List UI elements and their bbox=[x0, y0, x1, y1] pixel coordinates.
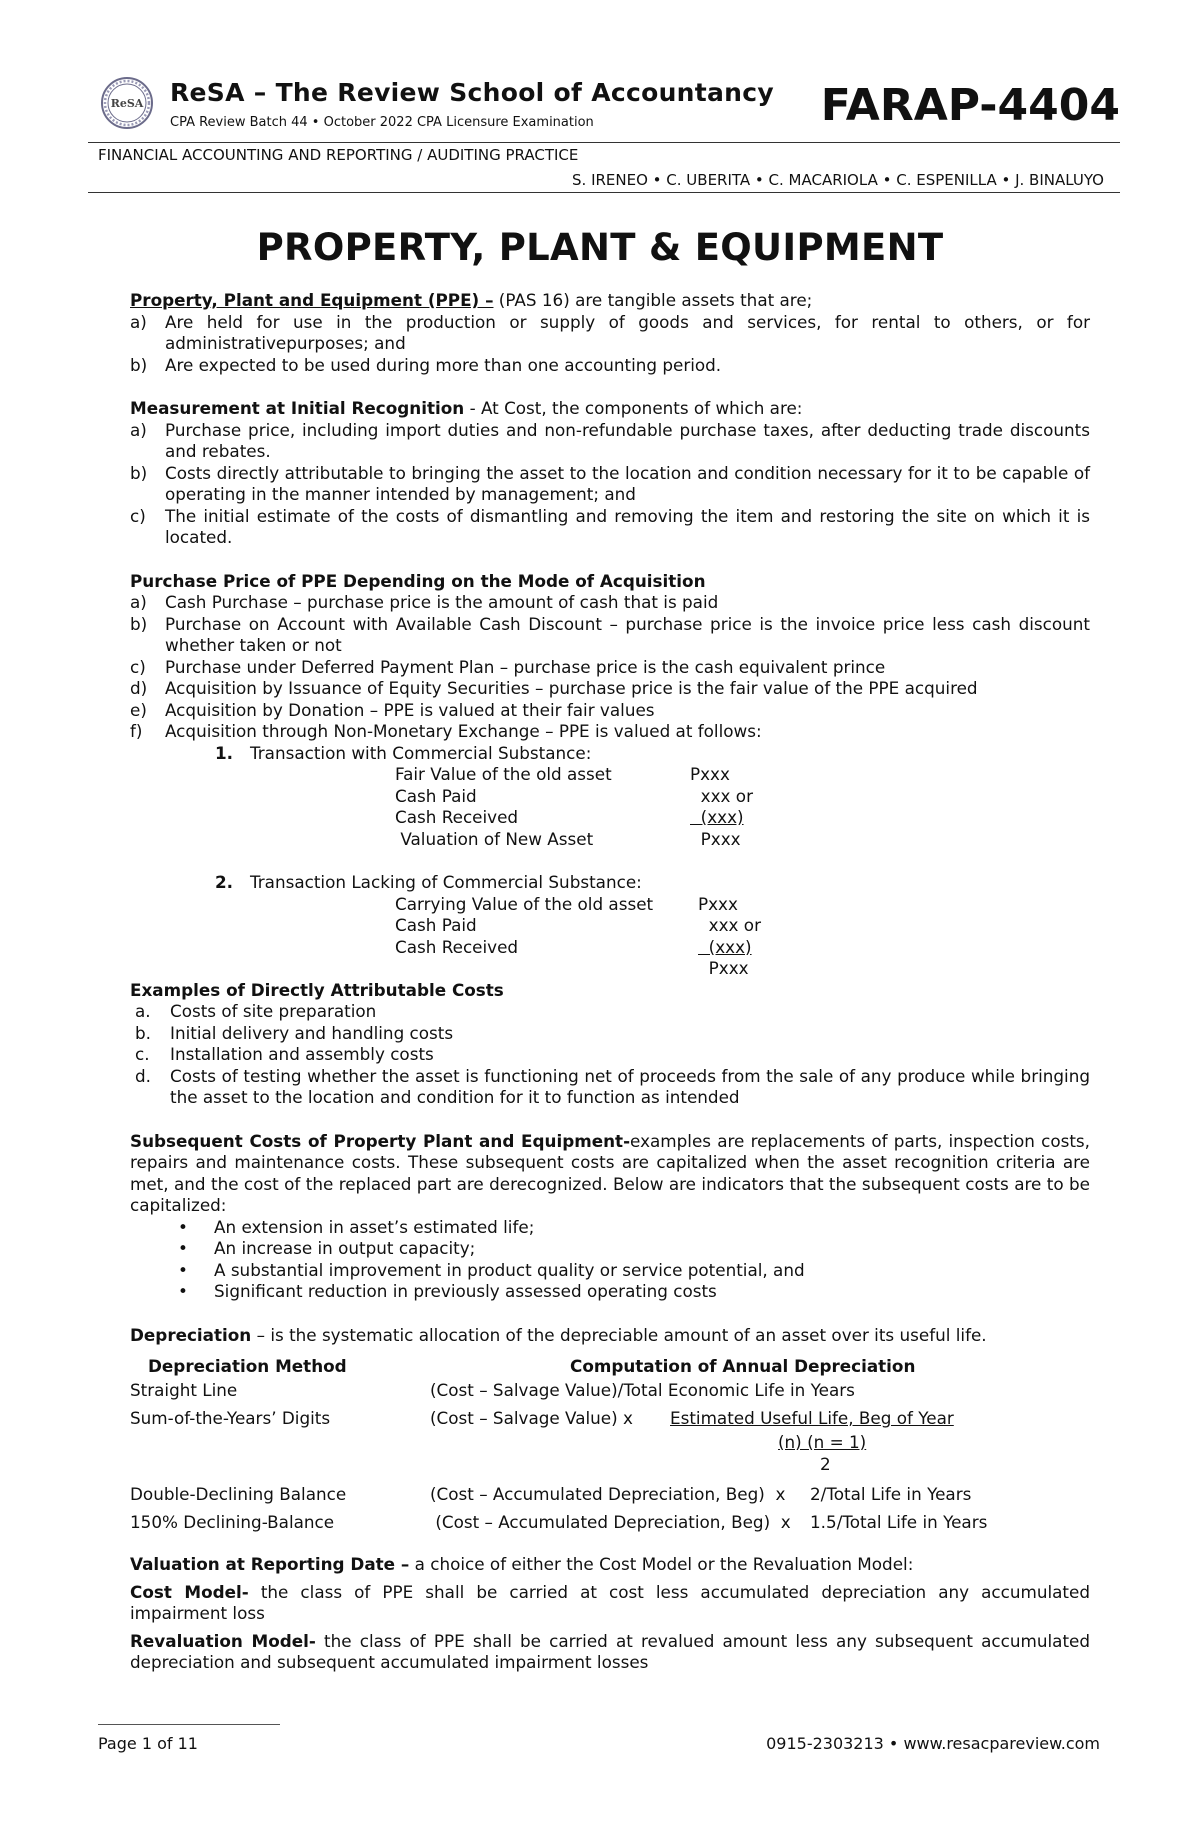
list-item: c) The initial estimate of the costs of dismantling and removing the item and restoring the site on which it is located. bbox=[130, 505, 1090, 547]
valuation-term: Valuation at Reporting Date – bbox=[130, 1554, 410, 1574]
calc-row: Valuation of New Asset Pxxx bbox=[395, 828, 741, 849]
list-item: a. Costs of site preparation bbox=[135, 1001, 377, 1021]
school-name: ReSA – The Review School of Accountancy bbox=[170, 78, 774, 107]
col-computation: Computation of Annual Depreciation bbox=[570, 1356, 916, 1376]
ppe-def: (PAS 16) are tangible assets that are; bbox=[493, 290, 813, 310]
list-item: a) Purchase price, including import duties and non-refundable purchase taxes, after deducting trade discounts and rebates. bbox=[130, 419, 1090, 461]
resa-logo-icon bbox=[100, 76, 154, 130]
depreciation-row: Double-Declining Balance (Cost – Accumulated Depreciation, Beg) x 2/Total Life in Years bbox=[130, 1484, 972, 1504]
cost-model: Cost Model- the class of PPE shall be carried at cost less accumulated depreciation any accumulated impairment loss bbox=[130, 1581, 1090, 1623]
bullet-item: • Significant reduction in previously assessed operating costs bbox=[130, 1281, 1090, 1303]
subsequent-term: Subsequent Costs of Property Plant and Equipment- bbox=[130, 1130, 631, 1151]
list-item: d) Acquisition by Issuance of Equity Securities – purchase price is the fair value of the PPE acquired bbox=[130, 678, 978, 698]
list-item: b) Are expected to be used during more than one accounting period. bbox=[130, 354, 722, 375]
page-number: Page 1 of 11 bbox=[98, 1734, 198, 1753]
calc-row: Pxxx bbox=[698, 958, 749, 978]
header-rule-2 bbox=[88, 192, 1120, 193]
list-item: a) Cash Purchase – purchase price is the amount of cash that is paid bbox=[130, 592, 719, 612]
purchase-heading: Purchase Price of PPE Depending on the Mode of Acquisition bbox=[130, 570, 706, 591]
bullet-item: • A substantial improvement in product quality or service potential, and bbox=[130, 1260, 1090, 1282]
ppe-term: Property, Plant and Equipment (PPE) – bbox=[130, 290, 494, 310]
list-item: a) Are held for use in the production or supply of goods and services, for rental to others, or for administrativepurposes; and bbox=[130, 311, 1090, 353]
calc-row: Fair Value of the old asset Pxxx bbox=[395, 764, 730, 784]
depreciation-row: 150% Declining-Balance (Cost – Accumulated Depreciation, Beg) x 1.5/Total Life in Years bbox=[130, 1512, 988, 1532]
subsequent-costs: Subsequent Costs of Property Plant and Equipment-examples are replacements of parts, inspection costs, repairs and maintenance costs. These subsequent costs are capitalized when the asset recognition criteria are met, and the cost of the replaced part are derecognized. Below are indicators that the subsequent costs are to be capitalized: bbox=[130, 1130, 1090, 1215]
list-item: c) Purchase under Deferred Payment Plan – purchase price is the cash equivalent prince bbox=[130, 656, 886, 677]
examples-heading: Examples of Directly Attributable Costs bbox=[130, 979, 504, 1000]
depreciation-term: Depreciation bbox=[130, 1324, 252, 1345]
list-item: b) Costs directly attributable to bringing the asset to the location and condition necessary for it to be capable of operating in the manner intended by management; and bbox=[130, 462, 1090, 504]
list-item: d. Costs of testing whether the asset is functioning net of proceeds from the sale of any produce while bringing the asset to the location and condition for it to function as intended bbox=[135, 1065, 1090, 1107]
subject-line: FINANCIAL ACCOUNTING AND REPORTING / AUDITING PRACTICE bbox=[98, 146, 579, 164]
logo-text: ReSA bbox=[110, 97, 144, 110]
list-item: e) Acquisition by Donation – PPE is valued at their fair values bbox=[130, 699, 655, 720]
bullet-item: • An extension in asset’s estimated life; bbox=[130, 1217, 1090, 1239]
calc-row: Cash Paid xxx or bbox=[395, 915, 761, 935]
footer-contact: 0915-2303213 • www.resacpareview.com bbox=[766, 1734, 1100, 1753]
calc-row: Cash Received (xxx) bbox=[395, 936, 752, 957]
depreciation-table-header bbox=[130, 1356, 1090, 1380]
transaction-lacking: 2. Transaction Lacking of Commercial Substance: bbox=[215, 872, 642, 892]
initial-recognition: Measurement at Initial Recognition - At Cost, the components of which are: bbox=[130, 398, 803, 418]
col-method: Depreciation Method bbox=[148, 1356, 347, 1376]
calc-row: Cash Paid xxx or bbox=[395, 785, 753, 806]
depreciation-definition: Depreciation – is the systematic allocation of the depreciable amount of an asset over its useful life. bbox=[130, 1324, 987, 1345]
list-item: c. Installation and assembly costs bbox=[135, 1044, 434, 1064]
syd-fraction: (n) (n = 1) 2 bbox=[778, 1432, 867, 1474]
transaction-commercial: 1. Transaction with Commercial Substance: bbox=[215, 742, 592, 763]
bullet-item: • An increase in output capacity; bbox=[130, 1238, 1090, 1260]
depreciation-row: Sum-of-the-Years’ Digits (Cost – Salvage Value) x Estimated Useful Life, Beg of Year bbox=[130, 1408, 954, 1428]
valuation-definition: Valuation at Reporting Date – a choice of either the Cost Model or the Revaluation Model: bbox=[130, 1554, 914, 1574]
list-item: b. Initial delivery and handling costs bbox=[135, 1022, 454, 1043]
depreciation-row: Straight Line (Cost – Salvage Value)/Total Economic Life in Years bbox=[130, 1380, 855, 1400]
list-item: f) Acquisition through Non-Monetary Exchange – PPE is valued at follows: bbox=[130, 721, 762, 741]
page-header bbox=[90, 72, 1120, 142]
footer-rule bbox=[98, 1724, 280, 1725]
batch-info: CPA Review Batch 44 • October 2022 CPA Licensure Examination bbox=[170, 115, 594, 130]
page-title: PROPERTY, PLANT & EQUIPMENT bbox=[256, 226, 944, 269]
calc-row: Carrying Value of the old asset Pxxx bbox=[395, 893, 738, 914]
document-body bbox=[130, 290, 1090, 1674]
initial-term: Measurement at Initial Recognition bbox=[130, 398, 465, 418]
list-item: b) Purchase on Account with Available Cash Discount – purchase price is the invoice price less cash discount whether taken or not bbox=[130, 613, 1090, 655]
ppe-definition bbox=[130, 290, 1090, 312]
authors-line: S. IRENEO • C. UBERITA • C. MACARIOLA • C. ESPENILLA • J. BINALUYO bbox=[572, 171, 1104, 189]
calc-row: Cash Received (xxx) bbox=[395, 807, 744, 827]
document-code: FARAP-4404 bbox=[820, 80, 1120, 131]
revaluation-model: Revaluation Model- the class of PPE shall be carried at revalued amount less any subsequent accumulated depreciation and subsequent accumulated impairment losses bbox=[130, 1630, 1090, 1672]
header-rule bbox=[88, 142, 1120, 143]
